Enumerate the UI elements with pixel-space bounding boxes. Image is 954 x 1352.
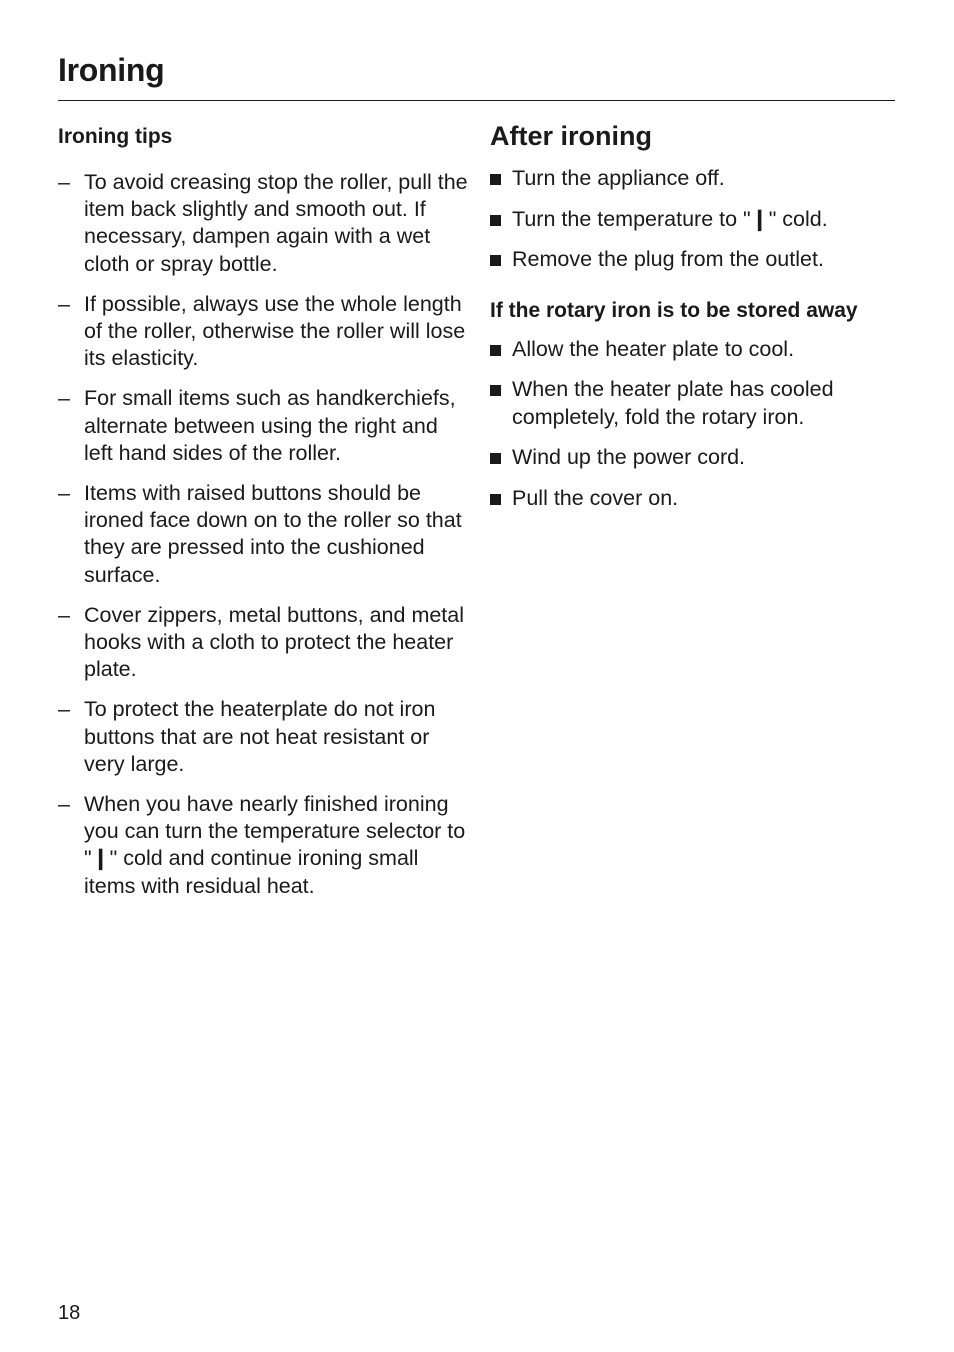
list-item-text: For small items such as handkerchiefs, alternate between using the right and left hand sides of the roller. <box>84 386 456 465</box>
ironing-tips-heading: Ironing tips <box>58 125 173 148</box>
list-item-text: Pull the cover on. <box>512 485 679 510</box>
list-item <box>58 291 470 373</box>
after-ironing-heading: After ironing <box>490 121 652 151</box>
list-item <box>490 376 910 430</box>
square-bullet-icon <box>490 494 501 505</box>
dash-icon: – <box>58 291 70 316</box>
list-item-text: Turn the temperature to "❙" cold. <box>512 206 828 231</box>
list-item <box>58 602 470 684</box>
list-item <box>490 165 910 192</box>
square-bullet-icon <box>490 345 501 356</box>
after-ironing-column <box>490 118 910 526</box>
title-divider <box>58 100 895 101</box>
list-item-text: Items with raised buttons should be ironed face down on to the roller so that they are pressed into the cushioned surface. <box>84 481 462 587</box>
list-item-text: When you have nearly finished ironing you can turn the temperature selector to "❙" cold and continue ironing small items with residual heat. <box>84 792 466 898</box>
list-item <box>58 480 470 589</box>
dash-icon: – <box>58 697 70 722</box>
ironing-tips-column <box>58 122 470 913</box>
storage-heading: If the rotary iron is to be stored away <box>490 298 858 322</box>
list-item-text: To avoid creasing stop the roller, pull the item back slightly and smooth out. If necessary, dampen again with a wet cloth or spray bottle. <box>84 170 468 276</box>
after-ironing-list <box>490 165 910 274</box>
list-item-text: To protect the heaterplate do not iron buttons that are not heat resistant or very large. <box>84 697 436 776</box>
dash-icon: – <box>58 170 70 194</box>
list-item-text: Wind up the power cord. <box>512 445 746 470</box>
list-item <box>58 169 470 278</box>
list-item-text: Allow the heater plate to cool. <box>512 336 795 361</box>
storage-list <box>490 336 910 513</box>
list-item <box>490 336 910 363</box>
square-bullet-icon <box>490 453 501 464</box>
list-item <box>490 246 910 273</box>
square-bullet-icon <box>490 255 501 266</box>
dash-icon: – <box>58 792 70 817</box>
square-bullet-icon <box>490 385 501 396</box>
dash-icon: – <box>58 602 70 627</box>
square-bullet-icon <box>490 174 501 185</box>
list-item-text: If possible, always use the whole length of the roller, otherwise the roller will lose its elasticity. <box>84 291 466 371</box>
list-item-text: Cover zippers, metal buttons, and metal hooks with a cloth to protect the heater plate. <box>84 602 465 682</box>
square-bullet-icon <box>490 215 501 226</box>
list-item <box>58 696 470 778</box>
dash-icon: – <box>58 386 70 411</box>
ironing-tips-list <box>58 169 470 900</box>
list-item-text: Remove the plug from the outlet. <box>512 247 824 272</box>
list-item <box>490 444 910 471</box>
list-item <box>490 485 910 512</box>
page-number: 18 <box>58 1302 81 1324</box>
dash-icon: – <box>58 481 70 506</box>
list-item <box>490 206 910 233</box>
list-item <box>58 791 470 900</box>
page-title: Ironing <box>58 52 165 88</box>
list-item <box>58 385 470 467</box>
list-item-text: When the heater plate has cooled completely, fold the rotary iron. <box>512 377 834 429</box>
list-item-text: Turn the appliance off. <box>512 166 725 190</box>
